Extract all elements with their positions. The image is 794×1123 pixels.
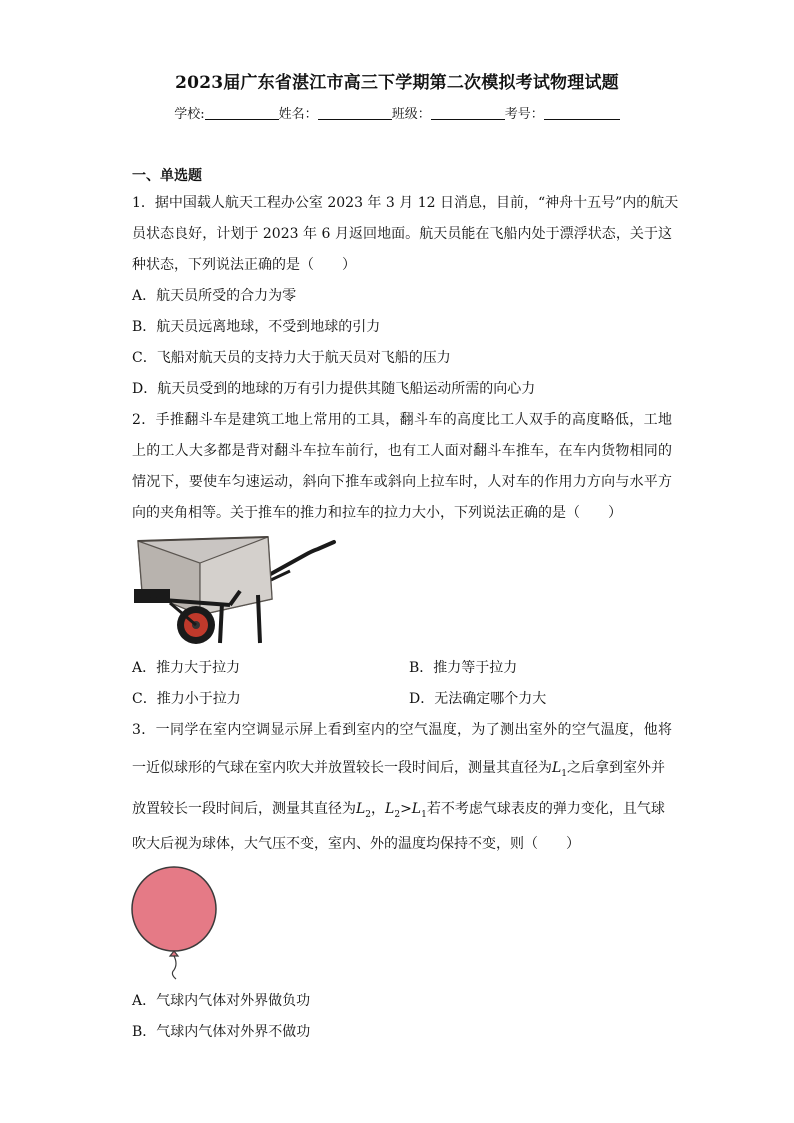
name-blank[interactable]: [318, 107, 392, 120]
school-blank[interactable]: [205, 107, 279, 120]
q2-line-2: 上的工人大多都是背对翻斗车拉车前行，也有工人面对翻斗车推车，在车内货物相同的: [132, 443, 672, 459]
q3-line-3: [132, 799, 672, 825]
q3-line-2-text: 一近似球形的气球在室内吹大并放置较长一段时间后，测量其直径为: [132, 760, 552, 776]
q3-rel-a: L: [385, 801, 395, 817]
number-blank[interactable]: [544, 107, 620, 120]
q1-option-d[interactable]: D．航天员受到的地球的万有引力提供其随飞船运动所需的向心力: [132, 381, 536, 397]
q3-rel-a-sub: 2: [394, 809, 401, 820]
q3-option-b[interactable]: B．气球内气体对外界不做功: [132, 1024, 311, 1040]
q2-option-d[interactable]: D．无法确定哪个力大: [409, 691, 547, 707]
balloon-image: [130, 866, 220, 981]
q1-option-b[interactable]: B．航天员远离地球，不受到地球的引力: [132, 319, 381, 335]
school-label: 学校:: [174, 107, 205, 122]
q3-line-1: 3．一同学在室内空调显示屏上看到室内的空气温度，为了测出室外的空气温度，他将: [132, 722, 672, 738]
q2-line-4: 向的夹角相等。关于推车的推力和拉车的拉力大小，下列说法正确的是（ ）: [132, 505, 622, 521]
q2-option-c[interactable]: C．推力小于拉力: [132, 691, 241, 707]
section-title: 一、单选题: [132, 168, 202, 184]
q2-option-a[interactable]: A．推力大于拉力: [132, 660, 241, 676]
q3-line-2-end: 之后拿到室外并: [567, 760, 666, 776]
q2-option-b[interactable]: B．推力等于拉力: [409, 660, 518, 676]
q1-option-c[interactable]: C．飞船对航天员的支持力大于航天员对飞船的压力: [132, 350, 451, 366]
class-blank[interactable]: [431, 107, 505, 120]
q3-option-a[interactable]: A．气球内气体对外界做负功: [132, 993, 311, 1009]
class-label: 班级：: [391, 107, 431, 122]
q1-line-1: 1．据中国载人航天工程办公室 2023 年 3 月 12 日消息，目前，“神舟十五号”内的航天: [132, 195, 679, 211]
q1-option-a[interactable]: A．航天员所受的合力为零: [132, 288, 297, 304]
exam-title: 2023届广东省湛江市高三下学期第二次模拟考试物理试题: [175, 73, 619, 93]
q1-line-2: 员状态良好，计划于 2023 年 6 月返回地面。航天员能在飞船内处于漂浮状态，关于这: [132, 226, 672, 242]
q3-rel-b-sub: 1: [421, 809, 427, 820]
q3-var-l: L: [552, 760, 562, 776]
q3-gt: >: [400, 801, 412, 817]
q2-line-3: 情况下，要使车匀速运动，斜向下推车或斜向上拉车时，人对车的作用力方向与水平方: [132, 474, 672, 490]
q1-line-3: 种状态，下列说法正确的是（ ）: [132, 257, 356, 273]
number-label: 考号：: [504, 107, 544, 122]
q3-var-l2-sub: 2: [365, 809, 372, 820]
q3-line-3-text: 放置较长一段时间后，测量其直径为: [132, 801, 356, 817]
q3-var-sub: 1: [561, 768, 568, 779]
q3-sep: ，: [371, 801, 386, 817]
student-info-row: [0, 103, 794, 122]
q3-var-l2: L: [356, 801, 366, 817]
q2-line-1: 2．手推翻斗车是建筑工地上常用的工具，翻斗车的高度比工人双手的高度略低，工地: [132, 412, 672, 428]
q3-line-2: [132, 758, 672, 784]
name-label: 姓名：: [278, 107, 318, 122]
q3-rel-b: L: [411, 801, 422, 817]
wheelbarrow-image: [130, 533, 345, 645]
q3-line-4: 吹大后视为球体，大气压不变，室内、外的温度均保持不变，则（ ）: [132, 836, 580, 852]
q3-line-3-end: 若不考虑气球表皮的弹力变化，且气球: [426, 801, 665, 817]
